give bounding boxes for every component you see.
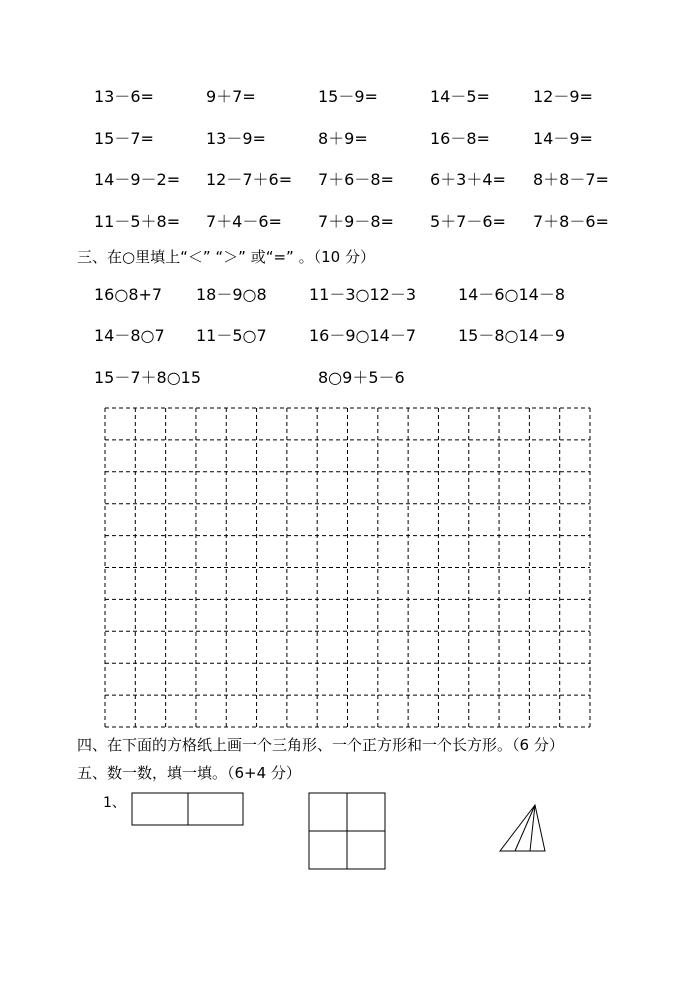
comparison-row bbox=[0, 283, 696, 307]
arithmetic-row bbox=[0, 127, 696, 151]
equation: 11－5＋8= bbox=[94, 212, 181, 231]
equation: 7＋9－8= bbox=[318, 212, 394, 231]
comparison-row bbox=[0, 324, 696, 348]
equation: 8＋9= bbox=[318, 129, 368, 148]
section4-heading: 四、在下面的方格纸上画一个三角形、一个正方形和一个长方形。（6 分） bbox=[77, 736, 564, 754]
question-number: 1、 bbox=[103, 795, 126, 811]
comparison-item: 15－7＋8○15 bbox=[94, 368, 202, 387]
section5-heading: 五、数一数，填一填。（6+4 分） bbox=[77, 764, 301, 782]
comparison-item: 14－6○14－8 bbox=[458, 285, 566, 304]
equation: 12－9= bbox=[533, 87, 593, 106]
counting-figures bbox=[0, 780, 696, 880]
comparison-row bbox=[0, 366, 696, 390]
equation: 7＋8－6= bbox=[533, 212, 609, 231]
equation: 14－9－2= bbox=[94, 170, 181, 189]
equation: 14－5= bbox=[430, 87, 490, 106]
comparison-item: 11－5○7 bbox=[196, 326, 267, 345]
equation: 12－7＋6= bbox=[206, 170, 293, 189]
comparison-item: 16○8+7 bbox=[94, 285, 163, 304]
arithmetic-row bbox=[0, 210, 696, 234]
divided-triangle-figure bbox=[500, 805, 545, 851]
equation: 7＋4－6= bbox=[206, 212, 282, 231]
section3-heading: 三、在○里填上“＜” “＞” 或“=” 。（10 分） bbox=[77, 248, 375, 266]
equation: 14－9= bbox=[533, 129, 593, 148]
equation: 13－9= bbox=[206, 129, 266, 148]
comparison-item: 18－9○8 bbox=[196, 285, 267, 304]
comparison-item: 8○9＋5－6 bbox=[318, 368, 405, 387]
split-rectangle-figure bbox=[132, 793, 243, 825]
four-square-figure bbox=[309, 793, 385, 869]
equation: 8＋8－7= bbox=[533, 170, 609, 189]
equation: 13－6= bbox=[94, 87, 154, 106]
comparison-item: 15－8○14－9 bbox=[458, 326, 566, 345]
equation: 16－8= bbox=[430, 129, 490, 148]
equation: 6＋3＋4= bbox=[430, 170, 506, 189]
arithmetic-row bbox=[0, 168, 696, 192]
comparison-item: 14－8○7 bbox=[94, 326, 165, 345]
equation: 9＋7= bbox=[206, 87, 256, 106]
arithmetic-row bbox=[0, 85, 696, 109]
comparison-item: 11－3○12－3 bbox=[309, 285, 417, 304]
equation: 15－7= bbox=[94, 129, 154, 148]
equation: 15－9= bbox=[318, 87, 378, 106]
equation: 7＋6－8= bbox=[318, 170, 394, 189]
equation: 5＋7－6= bbox=[430, 212, 506, 231]
dashed-grid-paper[interactable] bbox=[104, 407, 591, 728]
comparison-item: 16－9○14－7 bbox=[309, 326, 417, 345]
